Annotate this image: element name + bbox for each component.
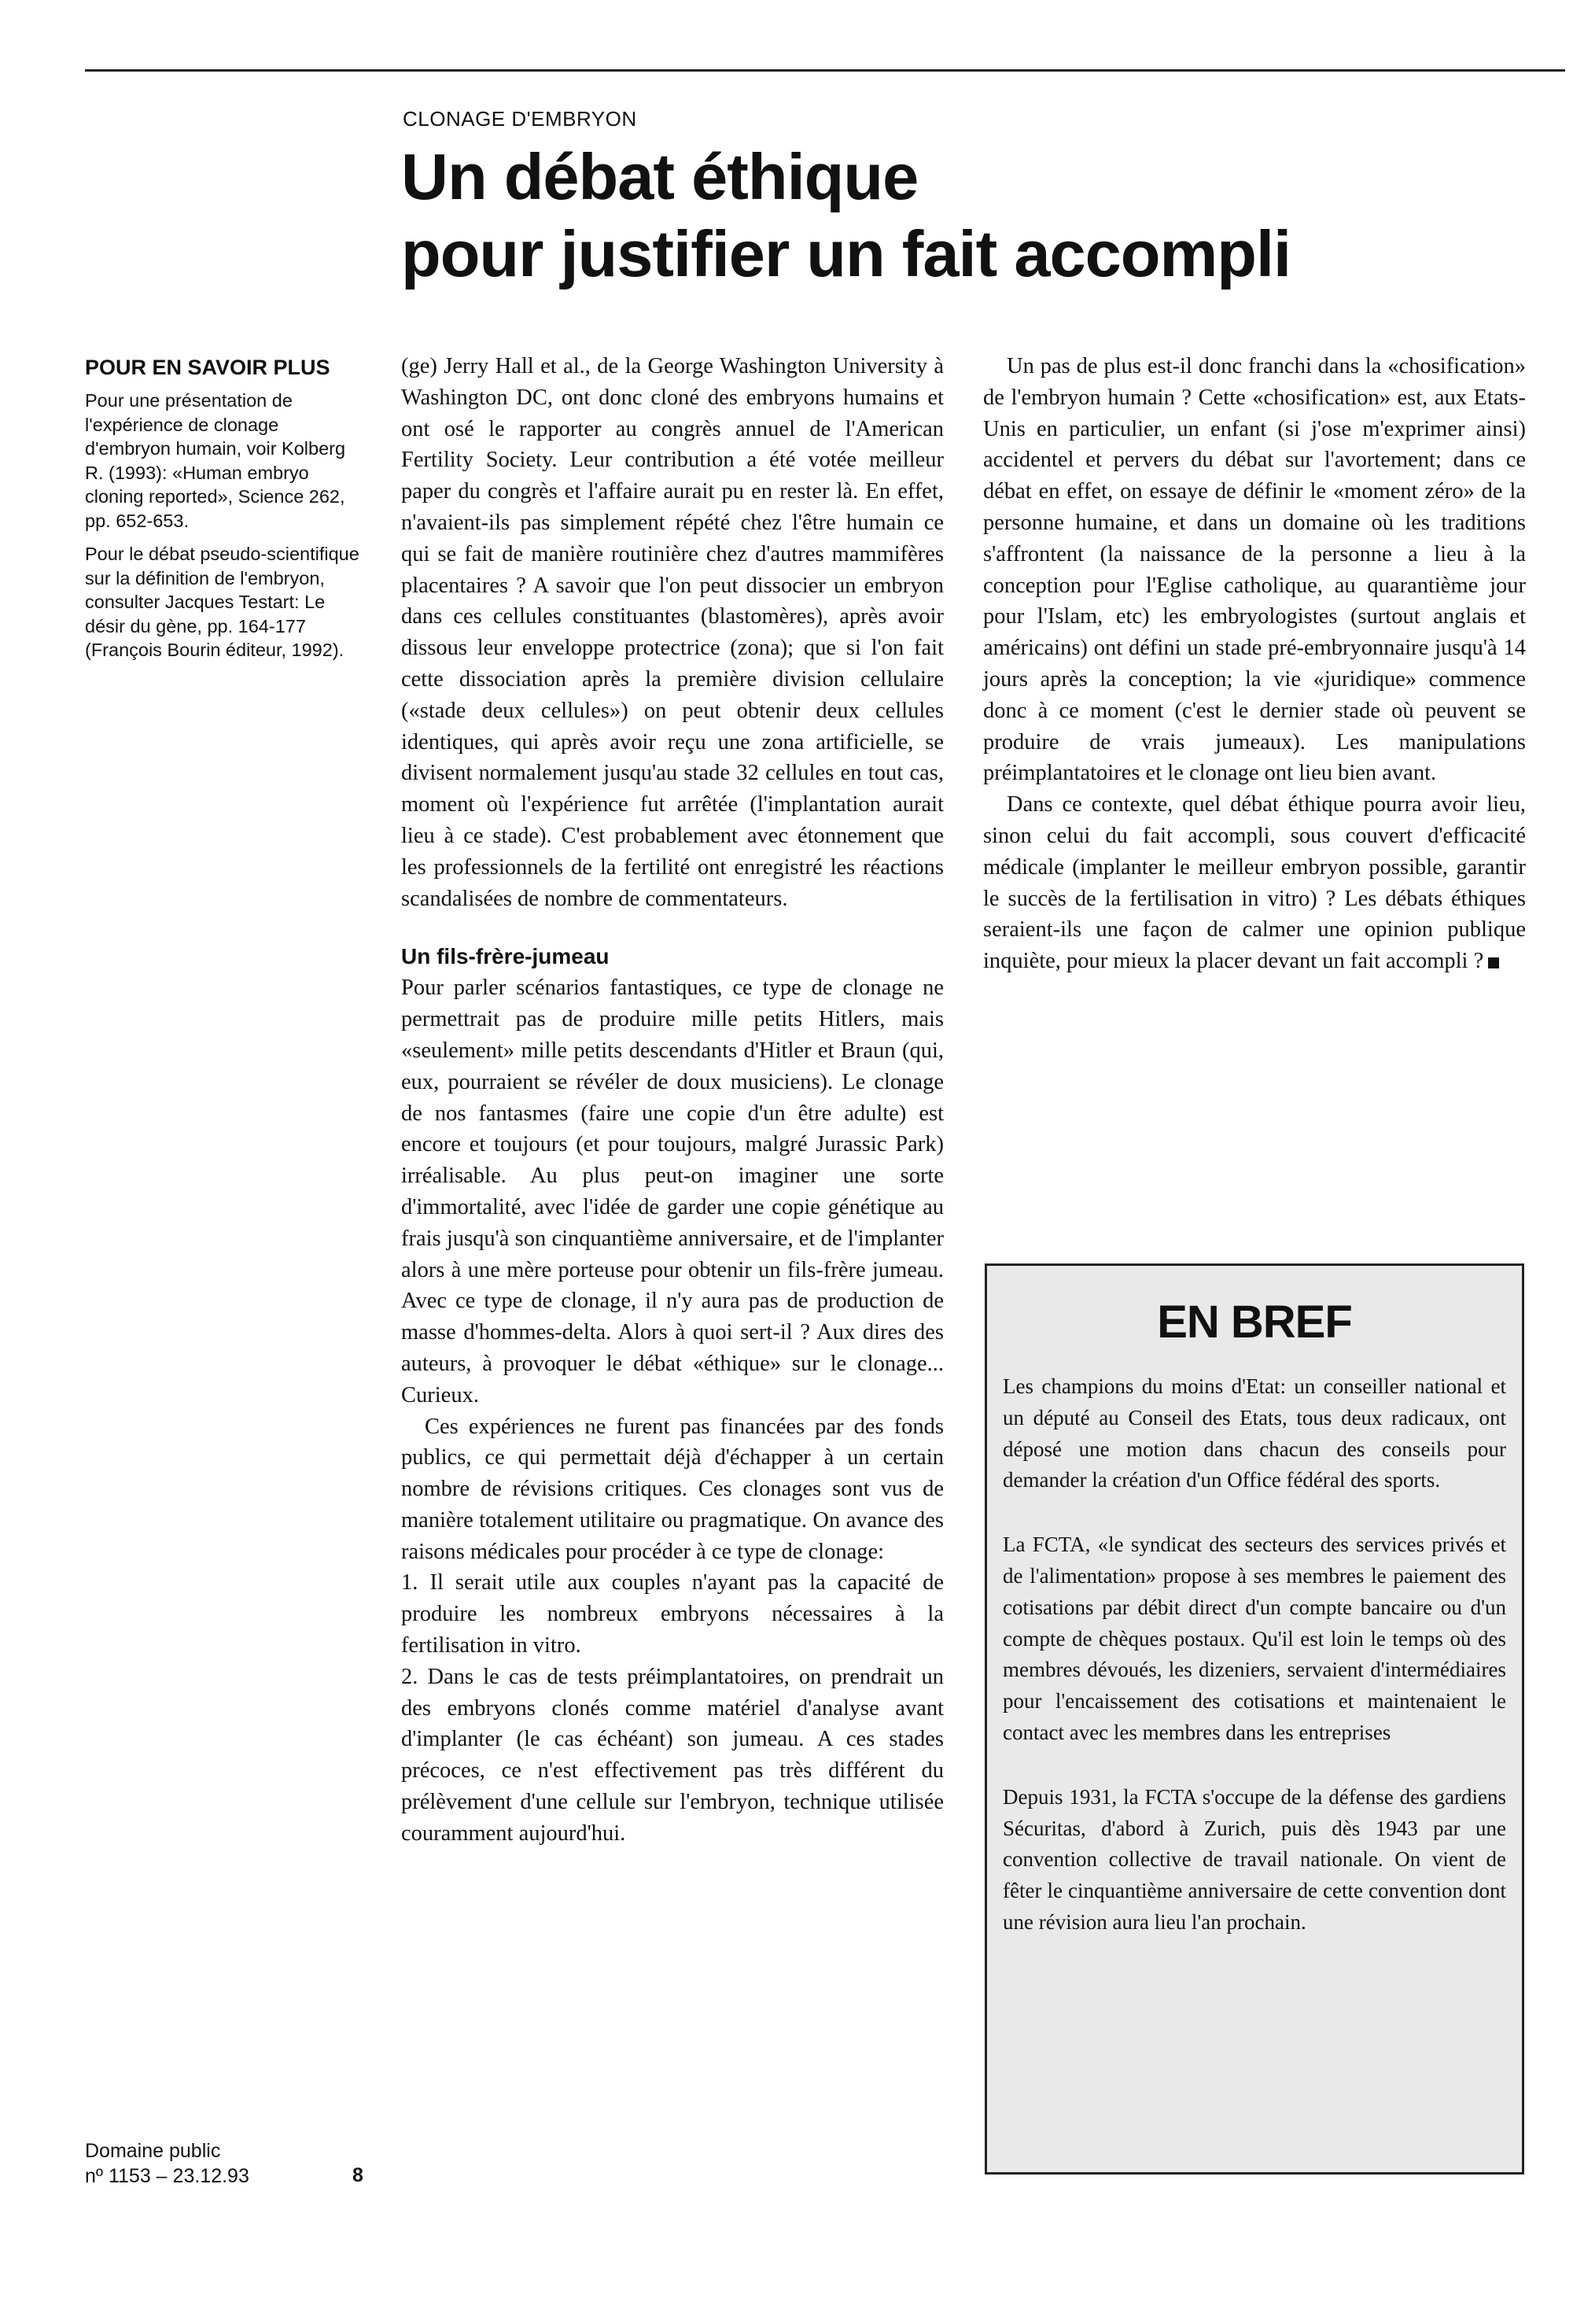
headline-line-2: pour justifier un fait accompli bbox=[401, 217, 1291, 290]
headline-line-1: Un débat éthique bbox=[401, 140, 919, 213]
article-paragraph: Pour parler scénarios fantastiques, ce type de clonage ne permettrait pas de produire mille petits Hitlers, mais «seulement» mille petits descendants d'Hitler et Braun (qui, eux, pourraient se révéler de doux musiciens). Le clonage de nos fantasmes (faire une copie d'un être adulte) est encore et toujours (et pour toujours, malgré Jurassic Park) irréalisable. Au plus peut-on imaginer une sorte d'immortalité, avec l'idée de garder une copie génétique au frais jusqu'à son cinquantième anniversaire, et de l'implanter alors à une mère porteuse pour obtenir un fils-frère jumeau. Avec ce type de clonage, il n'y aura pas de production de masse d'hommes-delta. Alors à quoi sert-il ? Aux dires des auteurs, à provoquer le débat «éthique» sur le clonage... Curieux. bbox=[401, 976, 944, 1407]
brief-item: La FCTA, «le syndicat des secteurs des services privés et de l'alimentation» propose à ses membres le paiement des cotisations par débit direct d'un compte bancaire ou d'un compte de chèques postaux. Qu'il est loin le temps où des membres dévoués, les dizeniers, servaient d'intermédiaires pour l'encaissement des cotisations et maintenaient le contact avec les membres dans les entreprises bbox=[1003, 1533, 1506, 1744]
article-paragraph bbox=[983, 789, 1526, 977]
issue-number-date: nº 1153 – 23.12.93 bbox=[85, 2165, 249, 2187]
sidebar-reference-1: Pour une présentation de l'expérience de clonage d'embryon humain, voir Kolberg R. (1993): «Human embryo cloning reported», Science 262, pp. 652-653. bbox=[85, 390, 346, 531]
article-paragraph: (ge) Jerry Hall et al., de la George Washington University à Washington DC, ont donc cloné des embryons humains et ont osé le rapporter au congrès annuel de l'American Fertility Society. Leur contribution a été votée meilleur paper du congrès et l'affaire aurait pu en rester là. En effet, n'avaient-ils pas simplement répété chez l'être humain ce qui se fait de manière routinière chez d'autres mammifères placentaires ? A savoir que l'on peut dissocier un embryon dans ces cellules constituantes (blastomères), après avoir dissous leur enveloppe protectrice (zona); que si l'on fait cette dissociation après la première division cellulaire («stade deux cellules») on peut obtenir deux cellules identiques, qui après avoir reçu une zona artificielle, se divisent normalement jusqu'au stade 32 cellules en tout cas, moment où l'expérience fut arrêtée (l'implantation aurait lieu à ce stade). C'est probablement avec étonnement que les professionnels de la fertilité ont enregistré les réactions scandalisées de nombre de commentateurs. bbox=[401, 354, 944, 911]
publication-name: Domaine public bbox=[85, 2140, 221, 2162]
brief-title: EN BREF bbox=[1157, 1297, 1352, 1348]
article-column-2 bbox=[983, 351, 1526, 977]
article-paragraph: Un pas de plus est-il donc franchi dans la «chosification» de l'embryon humain ? Cette «chosification» est, aux Etats-Unis en particulier, un enfant (si j'ose m'exprimer ainsi) accidentel et pervers du débat sur l'avortement; dans ce débat en effet, on essaye de définir le «moment zéro» de la personne humaine, et dans un domaine où les traditions s'affrontent (la naissance de la personne a lieu à la conception pour l'Eglise catholique, au quarantième jour pour l'Islam, etc) les embryologistes (surtout anglais et américains) ont défini un stade pré-embryonnaire jusqu'à 14 jours après la conception; la vie «juridique» commence donc à ce moment (c'est le dernier stade où peuvent se produire de vrais jumeaux). Les manipulations préimplantatoires et le clonage ont lieu bien avant. bbox=[983, 354, 1526, 786]
article-subheading: Un fils-frère-jumeau bbox=[401, 944, 610, 969]
article-list-item: 2. Dans le cas de tests préimplantatoires, on prendrait un des embryons clonés comme matériel d'analyse avant d'implanter (le cas échéant) son jumeau. A ces stades précoces, ce n'est effectivement pas très différent du prélèvement d'une cellule sur l'embryon, technique utilisée couramment aujourd'hui. bbox=[401, 1664, 944, 1846]
article-paragraph: Ces expériences ne furent pas financées par des fonds publics, ce qui permettait déjà d'échapper à un certain nombre de révisions critiques. Ces clonages sont vus de manière totalement utilitaire ou pragmatique. On avance des raisons médicales pour procéder à ce type de clonage: bbox=[401, 1414, 944, 1564]
end-of-article-square-icon bbox=[1488, 957, 1499, 968]
page-number: 8 bbox=[352, 2164, 363, 2186]
article-list-item: 1. Il serait utile aux couples n'ayant pas la capacité de produire les nombreux embryons nécessaires à la fertilisation in vitro. bbox=[401, 1570, 944, 1658]
article-closing-text: Dans ce contexte, quel débat éthique pourra avoir lieu, sinon celui du fait accompli, sous couvert d'efficacité médicale (implanter le meilleur embryon possible, garantir le succès de la fertilisation in vitro) ? Les débats éthiques seraient-ils une façon de calmer une opinion publique inquiète, pour mieux la placer devant un fait accompli ? bbox=[983, 792, 1526, 974]
sidebar-reference-2: Pour le débat pseudo-scientifique sur la définition de l'embryon, consulter Jacques Testart: Le désir du gène, pp. 164-177 (François Bourin éditeur, 1992). bbox=[85, 544, 359, 660]
further-reading-sidebar bbox=[85, 352, 362, 672]
section-kicker: CLONAGE D'EMBRYON bbox=[403, 107, 637, 131]
en-bref-box bbox=[985, 1263, 1524, 2175]
article-column-1 bbox=[401, 351, 944, 1850]
publication-footer bbox=[85, 2138, 249, 2189]
top-rule bbox=[85, 69, 1565, 72]
sidebar-title: POUR EN SAVOIR PLUS bbox=[85, 356, 330, 379]
brief-item: Depuis 1931, la FCTA s'occupe de la défense des gardiens Sécuritas, d'abord à Zurich, puis dès 1943 par une convention collective de travail nationale. On vient de fêter le cinquantième anniversaire de cette convention dont une révision aura lieu l'an prochain. bbox=[1003, 1784, 1506, 1934]
brief-item: Les champions du moins d'Etat: un conseiller national et un député au Conseil des Etats, tous deux radicaux, ont déposé une motion dans chacun des conseils pour demander la création d'un Office fédéral des sports. bbox=[1003, 1374, 1506, 1492]
headline bbox=[401, 138, 1549, 293]
